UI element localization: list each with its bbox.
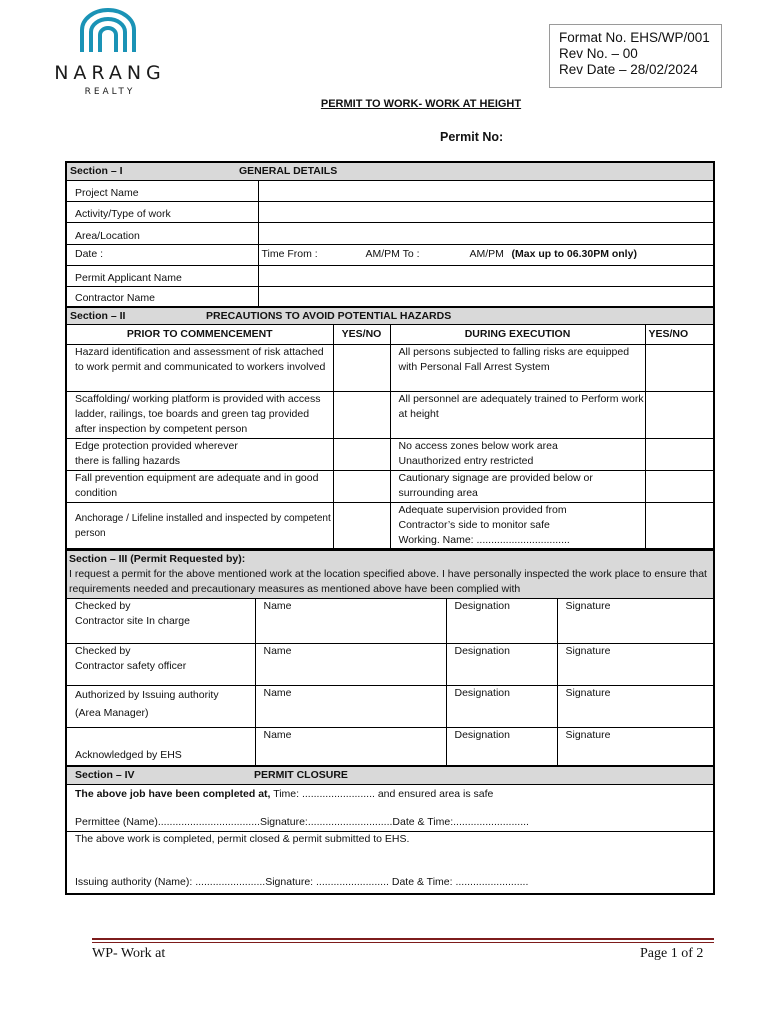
approver-3-signature[interactable]: Signature: [557, 685, 714, 727]
permit-requested-table: [65, 549, 715, 768]
approver-1-line1: Checked by: [75, 599, 131, 612]
format-info-box: [549, 24, 722, 88]
contractor-name-field[interactable]: [258, 286, 714, 307]
approver-2-role: [66, 643, 255, 685]
area-location-label: Area/Location: [66, 222, 258, 244]
during-yesno-1[interactable]: [645, 345, 714, 392]
yesno-column-header-1: YES/NO: [333, 325, 390, 345]
approver-3-role: [66, 685, 255, 727]
area-location-field[interactable]: [258, 222, 714, 244]
section-2-title: PRECAUTIONS TO AVOID POTENTIAL HAZARDS: [206, 310, 452, 322]
precautions-table: [65, 306, 715, 550]
approver-4-signature[interactable]: Signature: [557, 727, 714, 767]
footer-rule-thick: [92, 938, 714, 940]
document-title: PERMIT TO WORK- WORK AT HEIGHT: [320, 98, 522, 110]
prior-item-2: Scaffolding/ working platform is provided with access ladder, railings, toe boards and green tag provided after inspection by competent person: [66, 392, 333, 439]
prior-item-5: Anchorage / Lifeline installed and inspected by competent person: [66, 503, 333, 550]
revision-date: Rev Date – 28/02/2024: [559, 62, 698, 77]
date-label: Date :: [66, 244, 258, 265]
section-4-header: [66, 766, 714, 784]
approver-4-designation[interactable]: Designation: [446, 727, 557, 767]
applicant-name-label: Permit Applicant Name: [66, 265, 258, 286]
narang-realty-logo: [16, 8, 201, 98]
approver-3-designation[interactable]: Designation: [446, 685, 557, 727]
section-2-header: [66, 307, 714, 325]
approver-3-line2: (Area Manager): [75, 706, 149, 719]
section-4-label: Section – IV: [75, 769, 135, 781]
prior-yesno-1[interactable]: [333, 345, 390, 392]
approver-1-designation[interactable]: Designation: [446, 598, 557, 643]
ampm-label: AM/PM: [469, 248, 504, 260]
during-item-1: All persons subjected to falling risks are equipped with Personal Fall Arrest System: [390, 345, 645, 392]
closure-time-text: Time: ......................... and ensured area is safe: [270, 787, 494, 800]
prior-yesno-2[interactable]: [333, 392, 390, 439]
during-yesno-3[interactable]: [645, 439, 714, 471]
closure-ehs-text: The above work is completed, permit closed & permit submitted to EHS.: [75, 832, 410, 845]
prior-item-3: Edge protection provided wherever there is falling hazards: [66, 439, 333, 471]
section-4-title: PERMIT CLOSURE: [254, 769, 348, 781]
permit-closure-table: [65, 765, 715, 895]
issuing-authority-signature-line[interactable]: Issuing authority (Name): ........................Signature: ......................... Date & Time: .........................: [75, 875, 529, 888]
approver-1-name[interactable]: Name: [255, 598, 446, 643]
during-item-3: No access zones below work area Unauthorized entry restricted: [390, 439, 645, 471]
approver-2-line1: Checked by: [75, 644, 131, 657]
approver-2-name[interactable]: Name: [255, 643, 446, 685]
applicant-name-field[interactable]: [258, 265, 714, 286]
closure-ehs-block: [66, 831, 714, 894]
activity-field[interactable]: [258, 201, 714, 222]
section-1-header: [66, 162, 714, 180]
prior-yesno-4[interactable]: [333, 471, 390, 503]
footer-document-name: WP- Work at: [92, 946, 166, 961]
prior-yesno-5[interactable]: [333, 503, 390, 550]
during-yesno-5[interactable]: [645, 503, 714, 550]
approver-2-line2: Contractor safety officer: [75, 659, 187, 672]
approver-3-line1: Authorized by Issuing authority: [75, 688, 219, 701]
prior-column-header: PRIOR TO COMMENCEMENT: [66, 325, 333, 345]
yesno-column-header-2: YES/NO: [645, 325, 714, 345]
section-1-label: Section – I: [70, 165, 123, 177]
permittee-signature-line[interactable]: Permittee (Name)...................................Signature:.............................Date & Time:..........................: [75, 815, 529, 828]
prior-yesno-3[interactable]: [333, 439, 390, 471]
logo-subtitle: REALTY: [84, 87, 136, 97]
permit-number-label: Permit No:: [440, 130, 504, 144]
max-time-note: (Max up to 06.30PM only): [511, 248, 637, 260]
approver-2-designation[interactable]: Designation: [446, 643, 557, 685]
during-yesno-4[interactable]: [645, 471, 714, 503]
approver-3-name[interactable]: Name: [255, 685, 446, 727]
during-item-5: Adequate supervision provided from Contractor’s side to monitor safe Working. Name: ................................: [390, 503, 645, 550]
during-item-4: Cautionary signage are provided below or surrounding area: [390, 471, 645, 503]
revision-number: Rev No. – 00: [559, 46, 638, 61]
approver-1-signature[interactable]: Signature: [557, 598, 714, 643]
closure-completion-block: [66, 784, 714, 831]
activity-label: Activity/Type of work: [66, 201, 258, 222]
approver-4-name[interactable]: Name: [255, 727, 446, 767]
logo-wordmark: NARANG: [54, 62, 166, 84]
section-2-label: Section – II: [70, 310, 126, 322]
prior-item-4: Fall prevention equipment are adequate and in good condition: [66, 471, 333, 503]
prior-item-1: Hazard identification and assessment of risk attached to work permit and communicated to workers involved: [66, 345, 333, 392]
section-1-title: GENERAL DETAILS: [239, 165, 338, 177]
footer-rule-thin: [92, 942, 714, 943]
format-number: Format No. EHS/WP/001: [559, 30, 710, 45]
time-field[interactable]: [258, 244, 714, 265]
section-3-statement: I request a permit for the above mentioned work at the location specified above. I have personally inspected the work place to ensure that requirements needed and precautionary measures as mentioned above have been complied with: [69, 568, 707, 595]
project-name-label: Project Name: [66, 180, 258, 201]
during-column-header: DURING EXECUTION: [390, 325, 645, 345]
section-3-label: Section – III (Permit Requested by):: [69, 553, 246, 565]
ampm-to-label: AM/PM To :: [365, 248, 420, 260]
approver-4-role: [66, 727, 255, 767]
approver-4-line2: Acknowledged by EHS: [75, 749, 182, 761]
section-3-header: [66, 550, 714, 598]
time-from-label: Time From :: [261, 248, 318, 260]
logo-arch-icon: [16, 8, 201, 60]
closure-completed-text: The above job have been completed at,: [75, 787, 271, 800]
contractor-name-label: Contractor Name: [66, 286, 258, 307]
project-name-field[interactable]: [258, 180, 714, 201]
approver-1-line2: Contractor site In charge: [75, 614, 190, 627]
during-item-2: All personnel are adequately trained to Perform work at height: [390, 392, 645, 439]
general-details-table: [65, 161, 715, 308]
approver-2-signature[interactable]: Signature: [557, 643, 714, 685]
during-yesno-2[interactable]: [645, 392, 714, 439]
footer-page-number: Page 1 of 2: [640, 946, 704, 961]
approver-1-role: [66, 598, 255, 643]
